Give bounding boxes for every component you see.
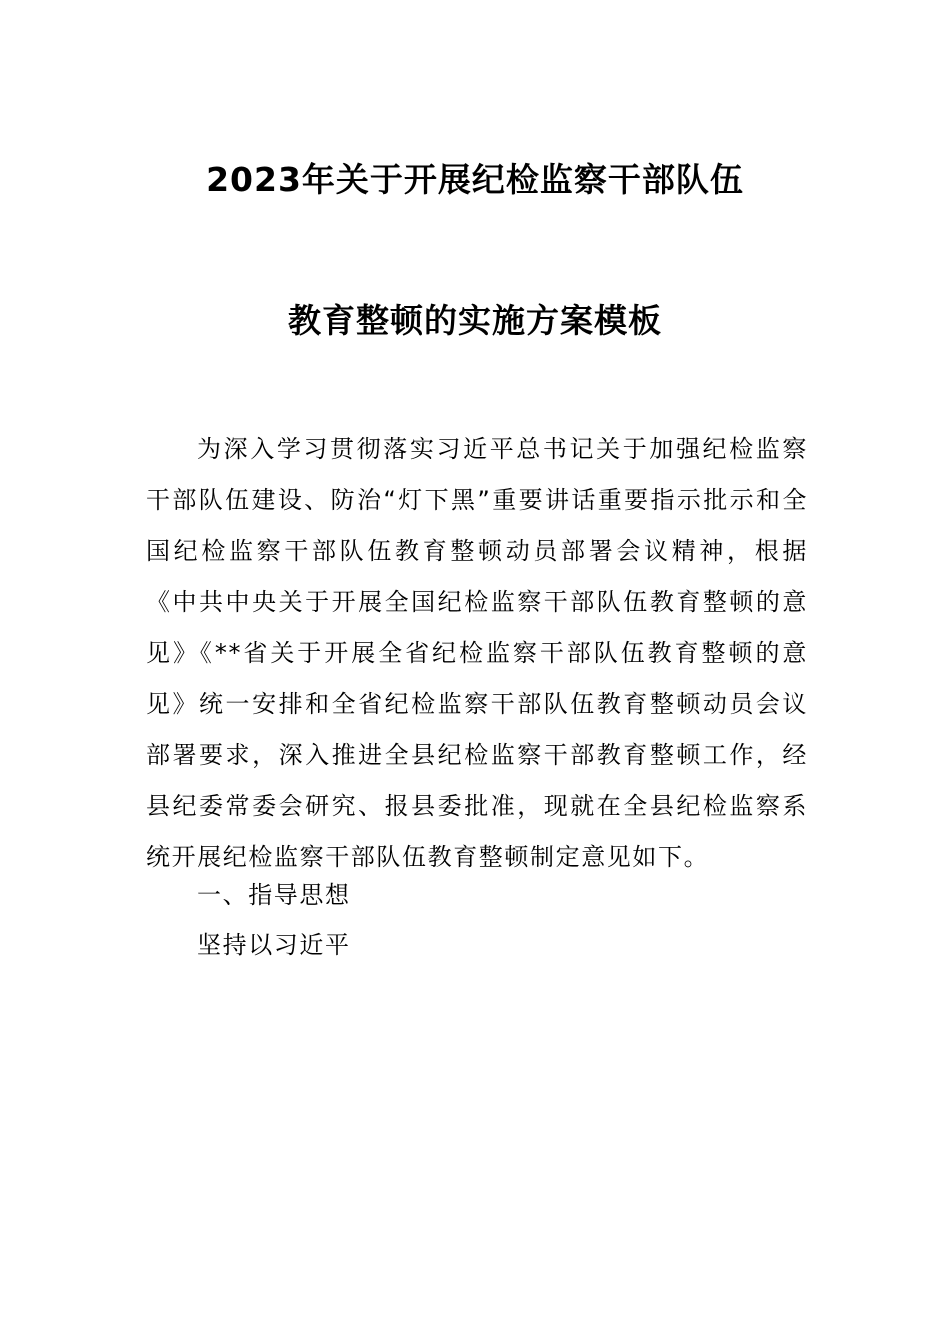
- document-title-line-1: 2023年关于开展纪检监察干部队伍: [206, 160, 744, 199]
- section-heading-guiding-ideology: 一、指导思想: [197, 881, 351, 909]
- body-paragraph-1: 为深入学习贯彻落实习近平总书记关于加强纪检监察干部队伍建设、防治“灯下黑”重要讲话重要指示批示和全国纪检监察干部队伍教育整顿动员部署会议精神，根据《中共中央关于开展全国纪检监察干部队伍教育整顿的意见》《**省关于开展全省纪检监察干部队伍教育整顿的意见》统一安排和全省纪检监察干部队伍教育整顿动员会议部署要求，深入推进全县纪检监察干部教育整顿工作，经县纪委常委会研究、报县委批准，现就在全县纪检监察系统开展纪检监察干部队伍教育整顿制定意见如下。: [146, 435, 808, 871]
- body-paragraph-2: 坚持以习近平: [197, 931, 351, 959]
- document-title-line-2: 教育整顿的实施方案模板: [288, 301, 662, 340]
